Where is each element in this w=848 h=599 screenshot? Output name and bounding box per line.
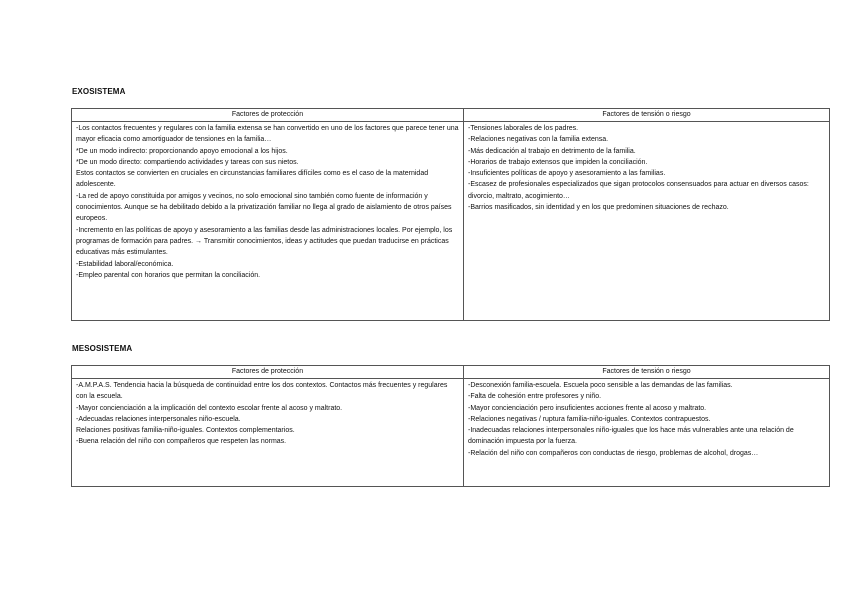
list-item: -Barrios masificados, sin identidad y en los que predominen situaciones de rechazo. [468,204,729,212]
list-item: -Incremento en las políticas de apoyo y asesoramiento a las familias desde las administraciones locales. Por ejemplo, los programas de formación para padres. → Transmitir conocimientos, ideas y actitudes que puedan traducirse en prácticas educativas más estimulantes. [76,226,453,257]
list-item: -Relaciones negativas con la familia extensa. [468,136,609,144]
header-protection: Factores de protección [72,109,464,122]
list-item: Relaciones positivas familia-niño-iguales. Contextos complementarios. [76,427,295,435]
list-item: -Horarios de trabajo extensos que impiden la conciliación. [468,158,648,166]
list-item: -Inadecuadas relaciones interpersonales niño-iguales que los hace más vulnerables ante una relación de dominación impuesta por la fuerza. [468,427,794,446]
list-item: -Buena relación del niño con compañeros que respeten las normas. [76,438,287,446]
protection-cell [72,379,464,487]
list-item: -Mayor concienciación a la implicación del contexto escolar frente al acoso y maltrato. [76,404,343,412]
exosistema-table [71,108,830,321]
list-item: -Los contactos frecuentes y regulares con la familia extensa se han convertido en uno de los factores que parece tener una mayor eficacia como amortiguador de tensiones en la familia… [76,125,459,144]
list-item: -Mayor concienciación pero insuficientes acciones frente al acoso y maltrato. [468,404,707,412]
list-item: -Más dedicación al trabajo en detrimento de la familia. [468,147,636,155]
risk-cell [464,379,830,487]
list-item: -La red de apoyo constituida por amigos y vecinos, no solo emocional sino también como fuente de información y conocimientos. Aunque se ha debilitado debido a la privatización familiar no llega al grado de aislamiento de otros países europeos. [76,192,452,223]
list-item: -Escasez de profesionales especializados que sigan protocolos consensuados para actuar en diversos casos: divorcio, maltrato, acogimiento… [468,181,809,200]
header-risk: Factores de tensión o riesgo [464,366,830,379]
list-item: -Relaciones negativas / ruptura familia-niño-iguales. Contextos contrapuestos. [468,415,711,423]
list-item: -A.M.P.A.S. Tendencia hacia la búsqueda de continuidad entre los dos contextos. Contactos más frecuentes y regulares con la escuela. [76,382,448,401]
list-item: *De un modo indirecto: proporcionando apoyo emocional a los hijos. [76,147,288,155]
list-item: -Tensiones laborales de los padres. [468,125,579,132]
list-item: *De un modo directo: compartiendo actividades y tareas con sus nietos. [76,158,299,166]
protection-cell [72,122,464,321]
list-item: -Insuficientes políticas de apoyo y asesoramiento a las familias. [468,170,666,178]
list-item: -Relación del niño con compañeros con conductas de riesgo, problemas de alcohol, drogas… [468,449,759,457]
list-item: -Desconexión familia-escuela. Escuela poco sensible a las demandas de las familias. [468,382,733,389]
list-item: -Empleo parental con horarios que permitan la conciliación. [76,271,261,279]
table-row [72,379,830,487]
risk-cell [464,122,830,321]
list-item: -Estabilidad laboral/económica. [76,260,174,268]
header-risk: Factores de tensión o riesgo [464,109,830,122]
table-header-row [72,109,830,122]
mesosistema-table [71,365,830,487]
exosistema-title: EXOSISTEMA [72,87,126,96]
table-header-row [72,366,830,379]
mesosistema-title: MESOSISTEMA [72,344,133,353]
table-row [72,122,830,321]
list-item: -Adecuadas relaciones interpersonales niño-escuela. [76,415,241,423]
header-protection: Factores de protección [72,366,464,379]
list-item: Estos contactos se convierten en cruciales en circunstancias familiares difíciles como es el caso de la maternidad adolescente. [76,170,429,189]
list-item: -Falta de cohesión entre profesores y niño. [468,393,602,401]
